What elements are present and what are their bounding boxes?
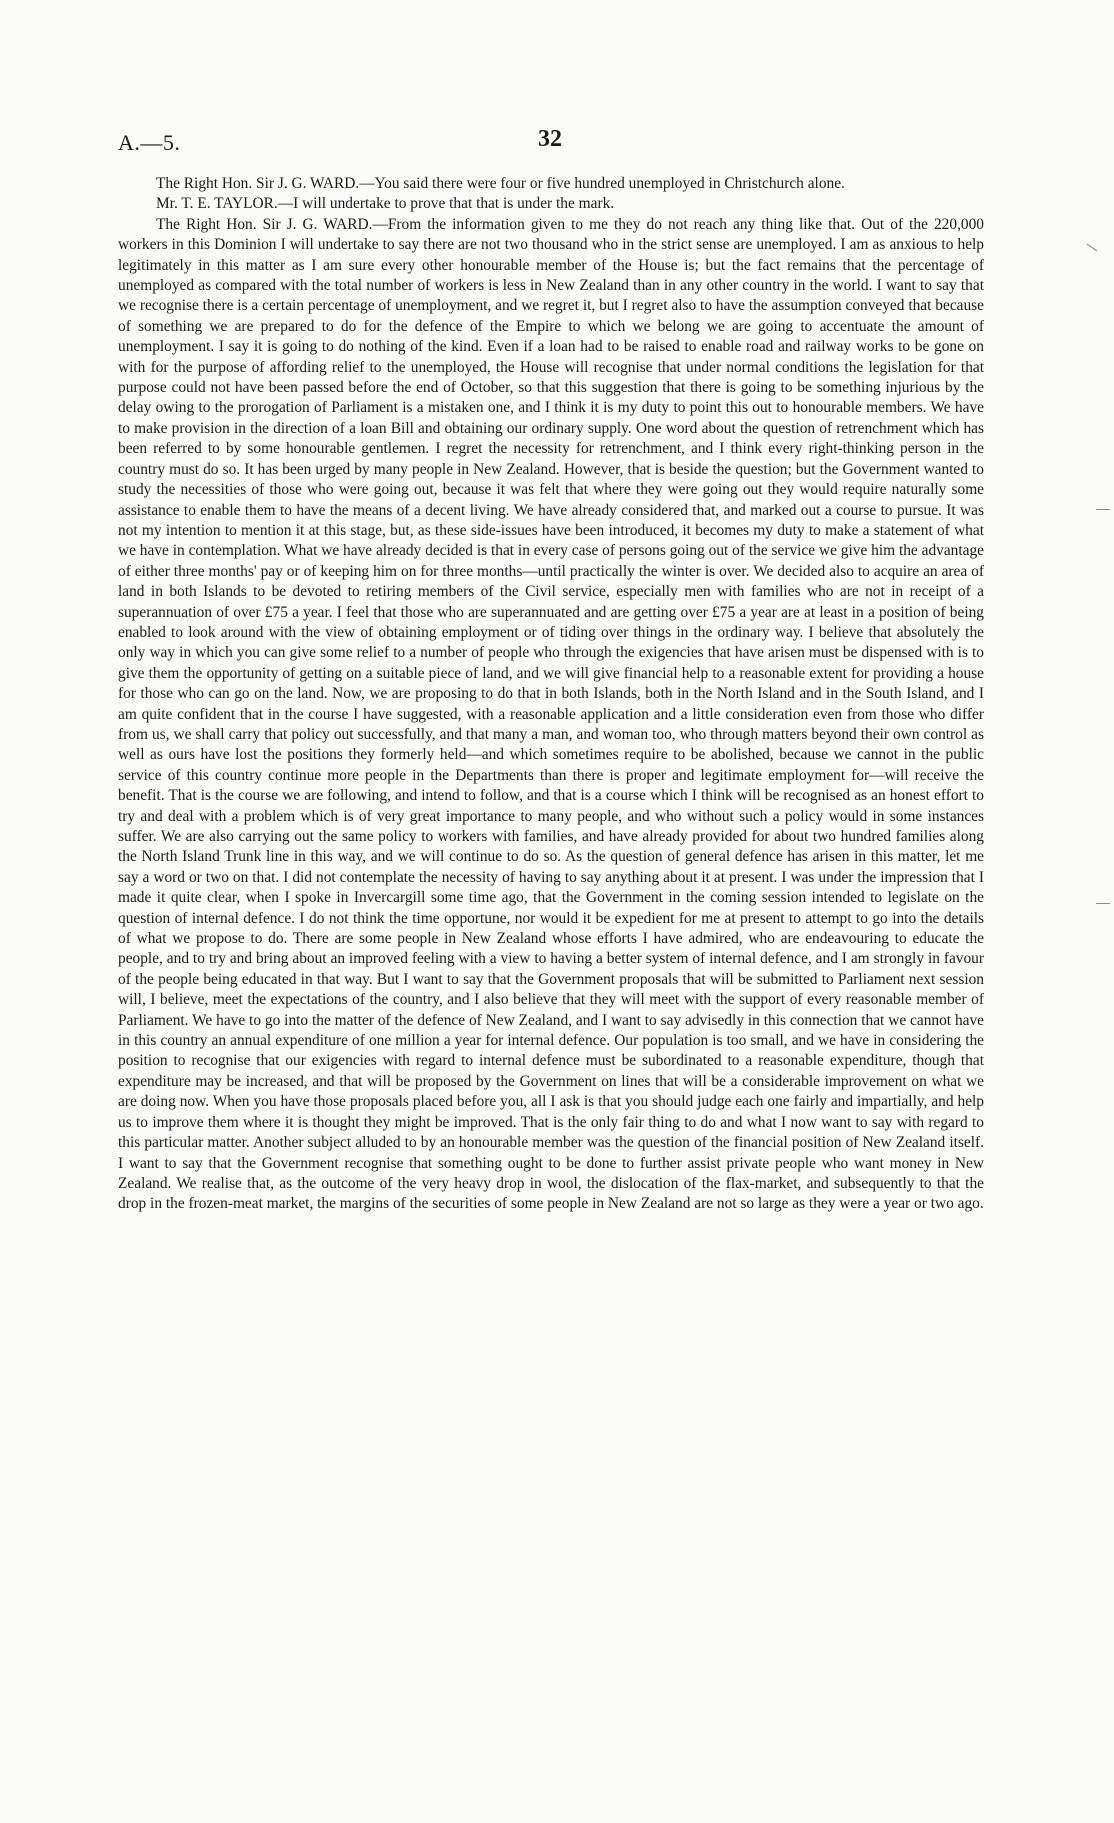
paragraph: The Right Hon. Sir J. G. WARD.—From the information given to me they do not reach any thing like that. Out of the 220,000 workers in this Dominion I will undertake to say there are not two thousand who in the strict sense are unemployed. I am as anxious to help legitimately in this matter as I am sure every other honourable member of the House is; but the fact remains that the percentage of unemployed as compared with the total number of workers is less in New Zealand than in any other country in the world. I want to say that we recognise there is a certain percentage of unemployment, and we regret it, but I regret also to have the assumption conveyed that because of something we are prepared to do for the defence of the Empire to which we belong we are going to accentuate the amount of unemployment. I say it is going to do nothing of the kind. Even if a loan had to be raised to enable road and railway works to be gone on with for the purpose of affording relief to the unemployed, the House will recognise that under normal conditions the legislation for that purpose could not have been passed before the end of October, so that this suggestion that there is going to be something injurious by the delay owing to the prorogation of Parliament is a mistaken one, and I think it is my duty to point this out to honourable members. We have to make provision in the direction of a loan Bill and obtaining our ordinary supply. One word about the question of retrenchment which has been referred to by some honourable gentlemen. I regret the necessity for retrenchment, and I think every right-thinking person in the country must do so. It has been urged by many people in New Zealand. However, that is beside the question; but the Government wanted to study the necessities of those who were going out, because it was felt that where they were going out they would require naturally some assistance to enable them to have the means of a decent living. We have already considered that, and marked out a course to pursue. It was not my intention to mention it at this stage, but, as these side-issues have been introduced, it becomes my duty to make a statement of what we have in contemplation. What we have already decided is that in every case of persons going out of the service we give him the advantage of either three months' pay or of keeping him on for three months—until practically the winter is over. We decided also to acquire an area of land in both Islands to be devoted to retiring members of the Civil service, especially men with families who are not in receipt of a superannuation of over £75 a year. I feel that those who are superannuated and are getting over £75 a year are at least in a position of being enabled to look around with the view of obtaining employment or of tiding over things in the ordinary way. I believe that absolutely the only way in which you can give some relief to a number of people who through the exigencies that have arisen must be dispensed with is to give them the opportunity of getting on a suitable piece of land, and we will give financial help to a reasonable extent for providing a house for those who can go on the land. Now, we are proposing to do that in both Islands, both in the North Island and in the South Island, and I am quite confident that in the course I have suggested, with a reasonable application and a little consideration even from those who differ from us, we shall carry that policy out successfully, and that many a man, and woman too, who through matters beyond their own control as well as ours have lost the positions they formerly held—and which sometimes require to be abolished, because we cannot in the public service of this country continue more people in the Departments than there is proper and legitimate employment for—will receive the benefit. That is the course we are following, and intend to follow, and that is a course which I think will be recognised as an honest effort to try and deal with a problem which is of very great importance to many people, and who without such a policy would in some instances suffer. We are also carrying out the same policy to workers with families, and have already provided for about two hundred families along the North Island Trunk line in this way, and we will continue to do so. As the question of general defence has arisen in this matter, let me say a word or two on that. I did not contemplate the necessity of having to say anything about it at present. I was under the impression that I made it quite clear, when I spoke in Invercargill some time ago, that the Government in the coming session intended to legislate on the question of internal defence. I do not think the time opportune, nor would it be expedient for me at present to attempt to go into the details of what we propose to do. There are some people in New Zealand whose efforts I have admired, who are endeavouring to educate the people, and to try and bring about an improved feeling with a view to having a better system of internal defence, and I am strongly in favour of the people being educated in that way. But I want to say that the Government proposals that will be submitted to Parliament next session will, I believe, meet the expectations of the country, and I also believe that they will meet with the support of every reasonable member of Parliament. We have to go into the matter of the defence of New Zealand, and I want to say advisedly in this connection that we cannot have in this country an annual expenditure of one million a year for internal defence. Our population is too small, and we have in considering the position to recognise that our exigencies with regard to internal defence must be subordinated to a reasonable expenditure, though that expenditure may be increased, and that will be proposed by the Government on lines that will be a considerable improvement on what we are doing now. When you have those proposals placed before you, all I ask is that you should judge each one fairly and impartially, and help us to improve them where it is thought they might be improved. That is the only fair thing to do and what I now want to say with regard to this particular matter. Another subject alluded to by an honourable member was the question of the financial position of New Zealand itself. I want to say that the Government recognise that something ought to be done to further assist private people who want money in New Zealand. We realise that, as the outcome of the very heavy drop in wool, the dislocation of the flax-market, and subsequently to that the drop in the frozen-meat market, the margins of the securities of some people in New Zealand are not so large as they were a year or two ago. xyxy=(118,215,984,1213)
margin-mark xyxy=(1087,244,1097,252)
page-header xyxy=(118,126,998,166)
page-number: 32 xyxy=(538,126,562,152)
body-text xyxy=(118,174,984,1215)
paragraph: The Right Hon. Sir J. G. WARD.—You said there were four or five hundred unemployed in Christchurch alone. xyxy=(156,175,845,192)
margin-mark xyxy=(1096,903,1110,904)
paragraph: Mr. T. E. TAYLOR.—I will undertake to prove that that is under the mark. xyxy=(156,195,615,213)
document-reference: A.—5. xyxy=(118,130,181,155)
margin-mark xyxy=(1096,509,1110,510)
